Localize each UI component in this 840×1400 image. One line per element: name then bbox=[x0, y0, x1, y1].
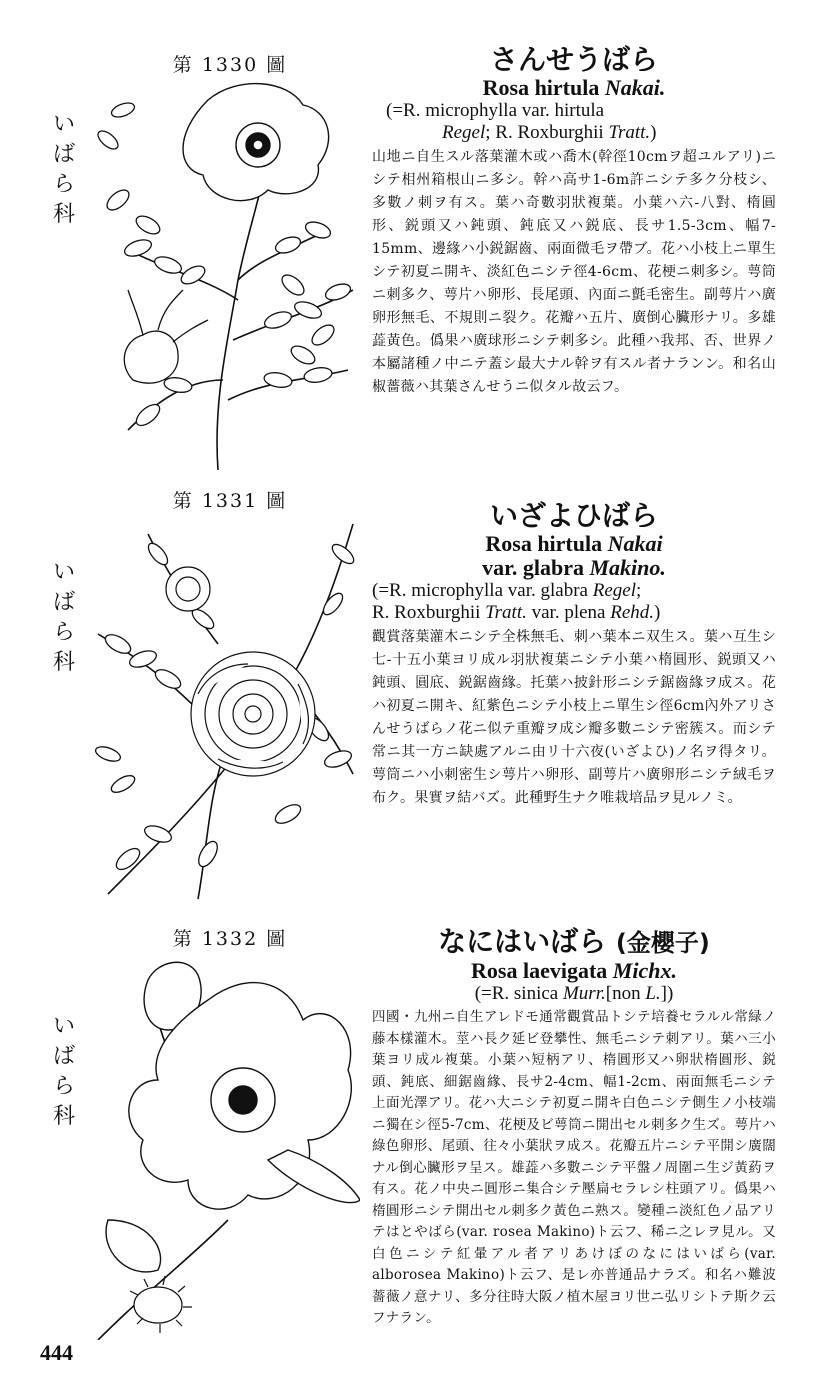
page-number: 444 bbox=[40, 1340, 73, 1365]
scientific-name: Rosa laevigata Michx. bbox=[471, 958, 677, 983]
japanese-name: なにはいばら (金櫻子) bbox=[438, 925, 710, 958]
family-label: い ば ら 科 bbox=[52, 1014, 75, 1129]
figure-label: 第 1331 圖 bbox=[172, 490, 288, 512]
synonym: (=R. microphylla var. hirtula Regel; R. Roxburghii Tratt.) bbox=[386, 100, 657, 143]
description: 山地ニ自生スル落葉灌木或ハ喬木(幹徑10cmヲ超ユルアリ)ニシテ相州箱根山ニ多シ。幹ハ高サ1-6m許ニシテ多ク分枝シ、多數ノ刺ヲ有ス。葉ハ奇數羽狀複葉。小葉ハ六-八對、楕圓形、鋭頭又ハ鈍頭、鈍底又ハ鋭底、長サ1.5-3cm、幅7-15mm、邊緣ハ小鋭鋸齒、兩面微毛ヲ帶ブ。花ハ小枝上ニ單生シテ初夏ニ開キ、淡紅色ニシテ徑4-6cm、花梗ニ刺多シ。萼筒ニ刺多ク、萼片ハ卵形、長尾頭、內面ニ氈毛密生。副萼片ハ廣卵形無毛、不規則ニ裂ク。花瓣ハ五片、廣倒心臟形ナリ。多雄蕋黃色。僞果ハ廣球形ニシテ刺多シ。此種ハ我邦、否、世界ノ本屬諸種ノ中ニテ蓋シ最大ナル幹ヲ有スル者ナランン。和名山椒薔薇ハ其葉さんせうニ似タル故云フ。 bbox=[372, 149, 776, 395]
entry-text bbox=[372, 926, 776, 1330]
entry-text bbox=[372, 44, 776, 399]
scientific-variety: var. glabra Makino. bbox=[482, 555, 666, 580]
entry-1331 bbox=[0, 480, 840, 920]
family-label: い ば ら 科 bbox=[52, 560, 75, 675]
entry-1330 bbox=[0, 0, 840, 480]
japanese-name: いざよひばら bbox=[489, 499, 658, 532]
rose-illustration bbox=[88, 80, 360, 472]
scientific-name: Rosa hirtula Nakai bbox=[485, 531, 663, 556]
japanese-name: さんせうばら bbox=[489, 43, 658, 76]
synonym: (=R. sinica Murr.[non L.]) bbox=[474, 983, 674, 1004]
description: 四國・九州ニ自生アレドモ通常觀賞品トシテ培養セラルル常緑ノ藤本樣灌木。莖ハ長ク延ビ登攀性、無毛ニシテ刺アリ。葉ハ三小葉ヨリ成ル複葉。小葉ハ短柄アリ、楕圓形又ハ卵狀楕圓形、鋭頭、鈍底、細鋸齒緣、長サ2-4cm、幅1-2cm、兩面無毛ニシテ上面光澤アリ。花ハ大ニシテ初夏ニ開キ白色ニシテ側生ノ小枝端ニ獨在シ徑5-7cm、花梗及ビ萼筒ニ開出セル刺多ク生ズ。萼片ハ綠色卵形、尾頭、往々小葉狀ヲ成ス。花瓣五片ニシテ平開シ廣闊ナル倒心臟形ヲ呈ス。雄蕋ハ多數ニシテ平盤ノ周圍ニ生ジ黃葯ヲ有ス。花ノ中央ニ圓形ニ集合シテ壓扁セラレシ柱頭アリ。僞果ハ楕圓形ニシテ開出セル刺多ク黃色ニ熟ス。變種ニ淡紅色ノ品アリテはとやばら(var. rosea Makino)ト云フ、稀ニ之レヲ見ル。又白色ニシテ紅暈アル者アリあけぼのなにはいばら(var. alborosea Makino)ト云フ、是レ亦普通品ナラズ。和名ハ難波薔薇ノ意ナリ、多分往時大阪ノ植木屋ヨリ世ニ弘リシトテ斯ク云フナラン。 bbox=[372, 1009, 776, 1326]
entry-text bbox=[372, 500, 776, 810]
scientific-name: Rosa hirtula Nakai. bbox=[482, 75, 666, 100]
family-label: い ば ら 科 bbox=[52, 112, 75, 227]
rose-illustration bbox=[88, 960, 360, 1340]
description: 觀賞落葉灌木ニシテ全株無毛、刺ハ葉本ニ双生ス。葉ハ互生シ七-十五小葉ヨリ成ル羽狀複葉ニシテ小葉ハ楕圓形、鋭頭又ハ鈍頭、圓底、鋭鋸齒緣。托葉ハ披針形ニシテ鋸齒緣ヲ成ス。花ハ初夏ニ開キ、紅紫色ニシテ小枝上ニ單生シ徑6cm內外アリさんせうばらノ花ニ似テ重瓣ヲ成シ瓣多數ニシテ密簇ス。而シテ常ニ其一方ニ缺處アルニ由リ十六夜(いざよひ)ノ名ヲ得タリ。萼筒ニハ小刺密生シ萼片ハ卵形、副萼片ハ廣卵形ニシテ絨毛ヲ布ク。果實ヲ結バズ。此種野生ナク唯栽培品ヲ見ルノミ。 bbox=[372, 629, 776, 806]
figure-label: 第 1332 圖 bbox=[172, 928, 288, 950]
rose-illustration bbox=[88, 514, 360, 904]
synonym: (=R. microphylla var. glabra Regel; R. Roxburghii Tratt. var. plena Rehd.) bbox=[372, 580, 661, 623]
entry-1332 bbox=[0, 920, 840, 1340]
figure-label: 第 1330 圖 bbox=[172, 54, 288, 76]
